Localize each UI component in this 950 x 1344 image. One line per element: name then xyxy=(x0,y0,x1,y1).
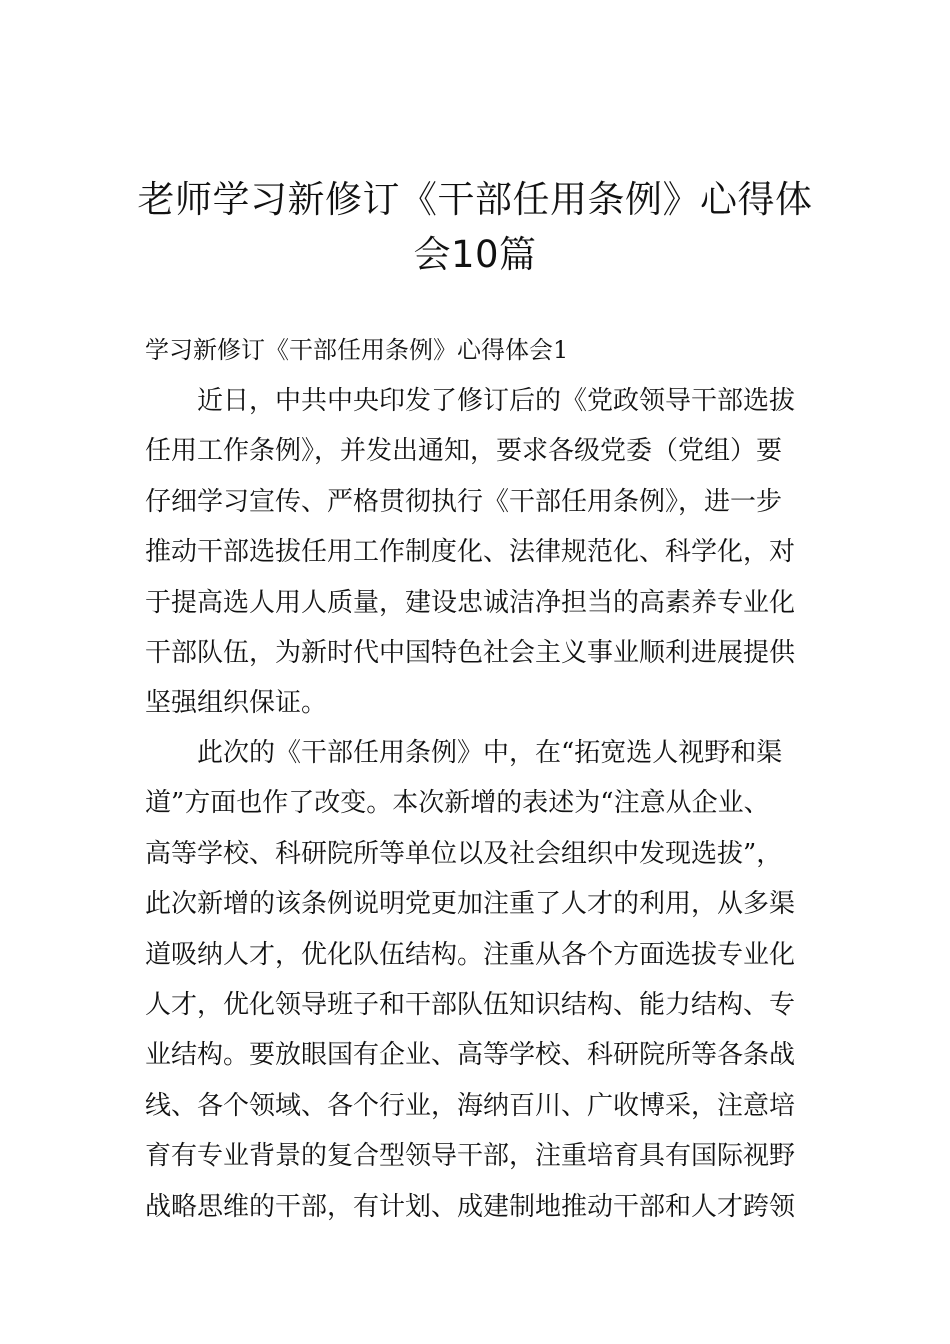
paragraph-line: 业结构。要放眼国有企业、高等学校、科研院所等各条战 xyxy=(145,1040,796,1071)
paragraph-line: 线、各个领域、各个行业，海纳百川、广收博采，注意培 xyxy=(145,1090,796,1121)
section-heading: 学习新修订《干部任用条例》心得体会1 xyxy=(145,336,569,364)
paragraph-line: 任用工作条例》，并发出通知，要求各级党委（党组）要 xyxy=(145,436,783,467)
paragraph-line: 道”方面也作了改变。本次新增的表述为“注意从企业、 xyxy=(145,788,770,819)
paragraph-line: 仔细学习宣传、严格贯彻执行《干部任用条例》，进一步 xyxy=(145,486,783,517)
paragraph-line: 推动干部选拔任用工作制度化、法律规范化、科学化，对 xyxy=(145,537,796,568)
paragraph-line: 坚强组织保证。 xyxy=(145,688,328,719)
paragraph-line: 道吸纳人才，优化队伍结构。注重从各个方面选拔专业化 xyxy=(145,939,796,970)
paragraph-line: 于提高选人用人质量，建设忠诚洁净担当的高素养专业化 xyxy=(145,587,796,618)
paragraph-line: 育有专业背景的复合型领导干部，注重培育具有国际视野 xyxy=(145,1141,796,1172)
paragraph-line: 此次的《干部任用条例》中，在“拓宽选人视野和渠 xyxy=(145,738,783,768)
paragraph xyxy=(145,376,825,729)
paragraph-line: 人才，优化领导班子和干部队伍知识结构、能力结构、专 xyxy=(145,990,796,1021)
title-line: 老师学习新修订《干部任用条例》心得体 xyxy=(137,178,813,221)
paragraph-line: 高等学校、科研院所等单位以及社会组织中发现选拔”， xyxy=(145,838,783,869)
paragraph xyxy=(145,728,825,1232)
document-title xyxy=(120,172,830,282)
paragraph-line: 战略思维的干部，有计划、成建制地推动干部和人才跨领 xyxy=(145,1191,796,1222)
paragraph-line: 干部队伍，为新时代中国特色社会主义事业顺利进展提供 xyxy=(145,638,796,669)
paragraph-line: 此次新增的该条例说明党更加注重了人才的利用，从多渠 xyxy=(145,889,796,920)
title-line: 会10篇 xyxy=(413,233,537,276)
paragraph-line: 近日，中共中央印发了修订后的《党政领导干部选拔 xyxy=(145,386,796,416)
